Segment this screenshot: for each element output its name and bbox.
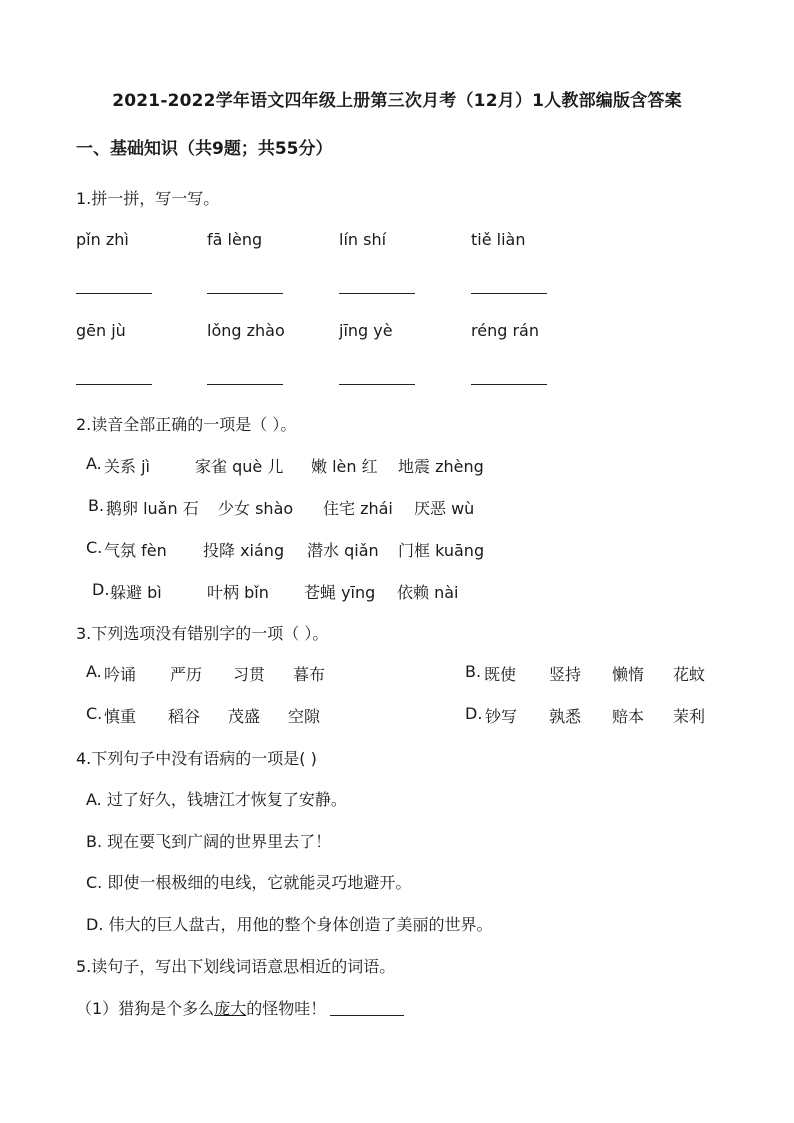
option-word: 潜水 qiǎn	[307, 541, 379, 560]
answer-blank[interactable]	[330, 1015, 404, 1016]
option-word: 钞写	[485, 707, 518, 726]
option-b: B. 现在要飞到广阔的世界里去了！	[86, 832, 332, 851]
option-word: 慎重	[104, 707, 137, 726]
pinyin-item: lǒng zhào	[207, 321, 285, 340]
answer-blank[interactable]	[76, 293, 152, 294]
option-c: C. 即使一根极细的电线，它就能灵巧地避开。	[86, 873, 412, 892]
option-word: 茂盛	[228, 707, 261, 726]
question-5-stem: 5.读句子，写出下划线词语意思相近的词语。	[76, 957, 396, 976]
option-word: 厌恶 wù	[414, 499, 475, 518]
question-5-item-1	[76, 996, 404, 1019]
option-a: A. 过了好久，钱塘江才恢复了安静。	[86, 790, 347, 809]
option-word: 门框 kuāng	[398, 541, 485, 560]
pinyin-item: jīng yè	[339, 321, 393, 340]
option-a-label: A.	[86, 662, 102, 681]
option-word: 气氛 fèn	[104, 541, 167, 560]
option-word: 吟诵	[104, 665, 137, 684]
option-word: 暮布	[293, 665, 326, 684]
answer-blank[interactable]	[339, 384, 415, 385]
option-word: 赔本	[612, 707, 645, 726]
answer-blank[interactable]	[471, 384, 547, 385]
option-word: 既使	[484, 665, 517, 684]
sentence-prefix: （1）猎狗是个多么	[76, 999, 215, 1018]
option-word: 茉利	[673, 707, 706, 726]
pinyin-item: fā lèng	[207, 230, 263, 249]
pinyin-item: réng rán	[471, 321, 539, 340]
option-word: 家雀 què 儿	[195, 457, 284, 476]
sentence-suffix: 的怪物哇！	[246, 999, 327, 1018]
option-word: 习贯	[233, 665, 266, 684]
option-d-label: D.	[92, 580, 110, 599]
option-word: 依赖 nài	[397, 583, 459, 602]
option-word: 住宅 zhái	[323, 499, 393, 518]
question-4-stem: 4.下列句子中没有语病的一项是( )	[76, 749, 317, 768]
option-word: 严历	[170, 665, 203, 684]
option-word: 苍蝇 yīng	[304, 583, 376, 602]
answer-blank[interactable]	[207, 293, 283, 294]
pinyin-item: gēn jù	[76, 321, 126, 340]
question-2-stem: 2.读音全部正确的一项是（ ）。	[76, 415, 297, 434]
pinyin-item: tiě liàn	[471, 230, 526, 249]
option-c-label: C.	[86, 538, 103, 557]
pinyin-item: lín shí	[339, 230, 387, 249]
answer-blank[interactable]	[339, 293, 415, 294]
option-word: 空隙	[288, 707, 321, 726]
pinyin-item: pǐn zhì	[76, 230, 129, 249]
option-word: 投降 xiáng	[203, 541, 285, 560]
option-b-label: B.	[88, 496, 105, 515]
option-word: 孰悉	[549, 707, 582, 726]
option-a-label: A.	[86, 454, 102, 473]
option-word: 花蚊	[673, 665, 706, 684]
section-heading: 一、基础知识（共9题；共55分）	[76, 139, 333, 159]
answer-blank[interactable]	[471, 293, 547, 294]
option-word: 鹅卵 luǎn 石	[106, 499, 199, 518]
option-c-label: C.	[86, 704, 103, 723]
option-word: 少女 shào	[218, 499, 294, 518]
option-d-label: D.	[465, 704, 483, 723]
option-b-label: B.	[465, 662, 482, 681]
option-word: 躲避 bì	[110, 583, 162, 602]
question-1-stem: 1.拼一拼，写一写。	[76, 189, 220, 208]
answer-blank[interactable]	[207, 384, 283, 385]
option-word: 叶柄 bǐn	[207, 583, 269, 602]
option-word: 竖持	[549, 665, 582, 684]
option-word: 稻谷	[168, 707, 201, 726]
question-3-stem: 3.下列选项没有错别字的一项（ ）。	[76, 624, 329, 643]
answer-blank[interactable]	[76, 384, 152, 385]
option-word: 关系 jì	[104, 457, 150, 476]
option-d: D. 伟大的巨人盘古，用他的整个身体创造了美丽的世界。	[86, 915, 493, 934]
option-word: 地震 zhèng	[398, 457, 484, 476]
page-title: 2021-2022学年语文四年级上册第三次月考（12月）1人教部编版含答案	[112, 91, 682, 111]
underlined-word: 庞大	[214, 999, 247, 1018]
option-word: 懒惰	[612, 665, 645, 684]
option-word: 嫩 lèn 红	[311, 457, 378, 476]
